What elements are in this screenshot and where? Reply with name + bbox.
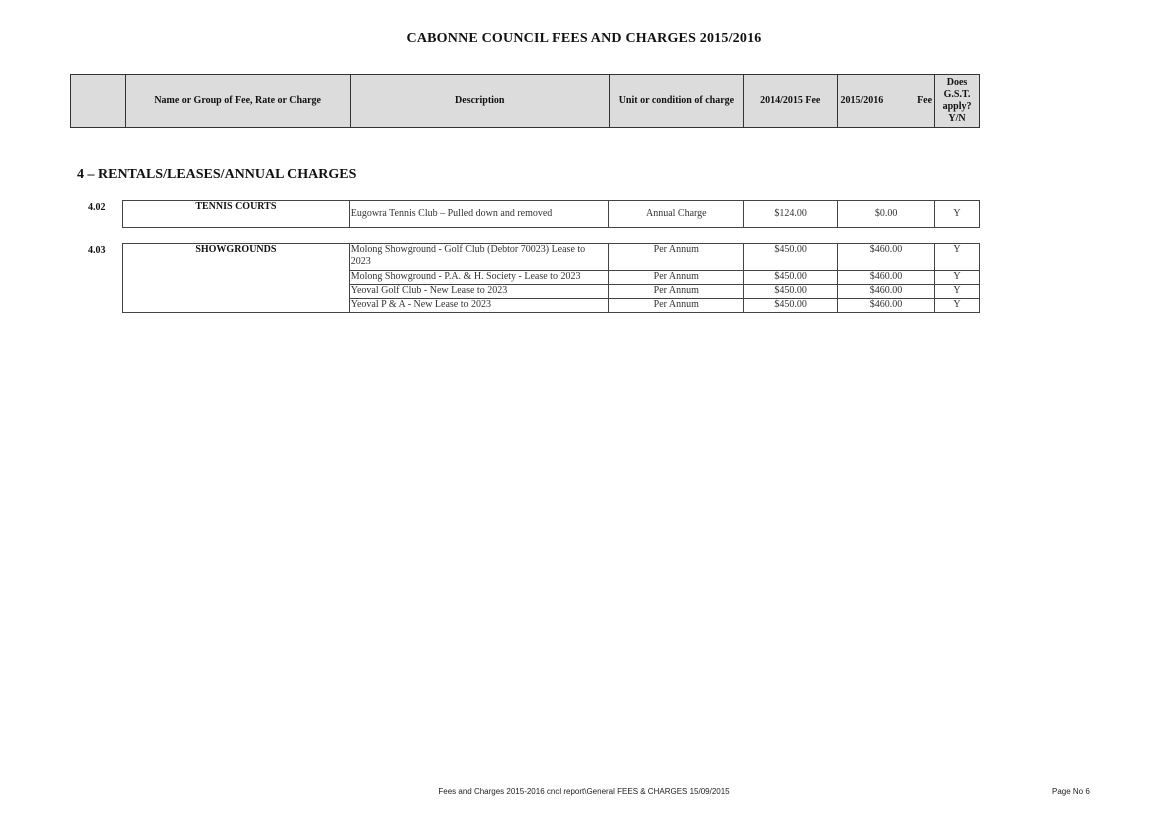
row-description: Eugowra Tennis Club – Pulled down and removed <box>349 201 609 228</box>
row-fee-2014: $124.00 <box>744 201 838 228</box>
footer-text: Fees and Charges 2015-2016 cncl report\General FEES & CHARGES 15/09/2015 <box>438 787 730 796</box>
row-fee-2016: $0.00 <box>838 201 935 228</box>
row-unit: Per Annum <box>609 244 744 271</box>
row-fee-2014: $450.00 <box>744 299 838 313</box>
row-gst: Y <box>935 285 980 299</box>
row-fee-2016: $460.00 <box>838 299 935 313</box>
fee-group-tennis-courts <box>122 200 980 228</box>
section-title: 4 – RENTALS/LEASES/ANNUAL CHARGES <box>77 167 357 182</box>
header-description: Description <box>350 75 609 128</box>
row-fee-2016: $460.00 <box>838 244 935 271</box>
fee-group-showgrounds <box>122 243 980 313</box>
header-fee-2016-word: Fee <box>917 95 933 106</box>
header-fee-2016 <box>837 75 935 128</box>
header-fee-2016-year: 2015/2016 <box>840 95 884 106</box>
row-fee-2016: $460.00 <box>838 271 935 285</box>
column-header-table <box>70 74 980 128</box>
row-unit: Per Annum <box>609 285 744 299</box>
row-unit: Per Annum <box>609 271 744 285</box>
row-gst: Y <box>935 299 980 313</box>
header-name: Name or Group of Fee, Rate or Charge <box>125 75 350 128</box>
header-unit: Unit or condition of charge <box>609 75 743 128</box>
row-fee-2014: $450.00 <box>744 285 838 299</box>
row-gst: Y <box>935 244 980 271</box>
group-number: 4.02 <box>88 202 106 213</box>
header-blank-cell <box>71 75 126 128</box>
header-gst: Does G.S.T. apply? Y/N <box>935 75 980 128</box>
row-unit: Per Annum <box>609 299 744 313</box>
row-description: Yeoval P & A - New Lease to 2023 <box>349 299 609 313</box>
row-description: Yeoval Golf Club - New Lease to 2023 <box>349 285 609 299</box>
row-fee-2016: $460.00 <box>838 285 935 299</box>
row-gst: Y <box>935 271 980 285</box>
page-title: CABONNE COUNCIL FEES AND CHARGES 2015/2016 <box>406 31 762 46</box>
row-fee-2014: $450.00 <box>744 271 838 285</box>
row-description: Molong Showground - Golf Club (Debtor 70023) Lease to 2023 <box>349 244 609 271</box>
table-row <box>123 201 980 228</box>
row-unit: Annual Charge <box>609 201 744 228</box>
row-fee-2014: $450.00 <box>744 244 838 271</box>
header-fee-2014: 2014/2015 Fee <box>743 75 837 128</box>
group-name: TENNIS COURTS <box>123 201 350 228</box>
row-description: Molong Showground - P.A. & H. Society - Lease to 2023 <box>349 271 609 285</box>
row-gst: Y <box>935 201 980 228</box>
page-number: Page No 6 <box>1052 787 1090 796</box>
table-row <box>123 244 980 271</box>
group-number: 4.03 <box>88 245 106 256</box>
group-name: SHOWGROUNDS <box>123 244 350 313</box>
